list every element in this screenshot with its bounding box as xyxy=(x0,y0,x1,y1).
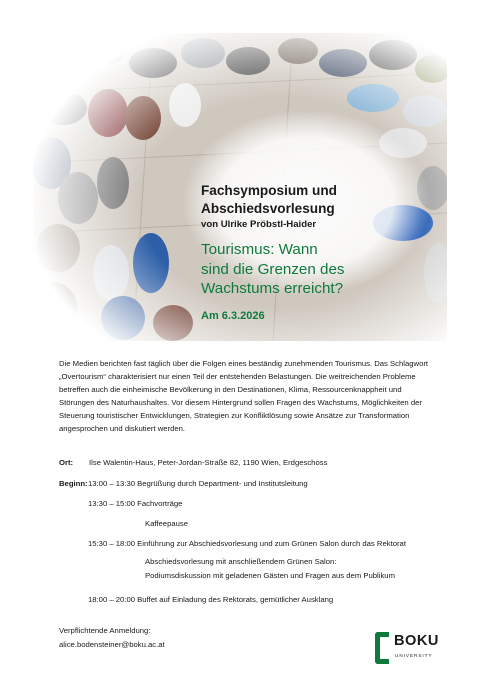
location-row xyxy=(59,458,328,467)
schedule-item: 13:30 – 15:00 Fachvorträge xyxy=(88,499,183,508)
event-topic-line: Tourismus: Wann xyxy=(201,241,318,258)
registration-label: Verpflichtende Anmeldung: xyxy=(59,626,151,635)
event-topic xyxy=(201,240,441,299)
event-title xyxy=(201,182,441,217)
schedule-item: Abschiedsvorlesung mit anschließendem Grünen Salon: xyxy=(145,557,337,566)
schedule-label: Beginn: xyxy=(59,479,88,488)
schedule-item: 13:00 – 13:30 Begrüßung durch Department- und Institutsleitung xyxy=(88,479,308,488)
event-topic-line: Wachstums erreicht? xyxy=(201,280,344,297)
intro-paragraph: Die Medien berichten fast täglich über die Folgen eines beständig zunehmenden Tourismus. Das Schlagwort „Overtourism“ charakterisiert nur einen Teil der entstehenden Belastungen. Die weitreichenden Probleme betreffen auch die einheimische Bevölkerung in den Destinationen, Klima, Ressourcenknappheit und Störungen des Naturhaushaltes. Vor diesem Hintergrund sollen Fragen des Wachstums, Möglichkeiten der Steuerung touristischer Entwicklungen, Strategien zur Konfliktlösung sowie Ansätze zur Transformation angesprochen und diskutiert werden. xyxy=(59,359,429,434)
registration-contact xyxy=(59,624,165,651)
event-title-line: Fachsymposium und xyxy=(201,183,337,198)
boku-logo-sub: UNIVERSITY xyxy=(395,653,433,658)
location-value: Ilse Walentin-Haus, Peter-Jordan-Straße 82, 1190 Wien, Erdgeschoss xyxy=(89,458,328,467)
schedule-item: 15:30 – 18:00 Einführung zur Abschiedsvorlesung und zum Grünen Salon durch das Rektorat xyxy=(88,539,406,548)
event-speaker: von Ulrike Pröbstl-Haider xyxy=(201,219,317,230)
schedule-item: Podiumsdiskussion mit geladenen Gästen und Fragen aus dem Publikum xyxy=(145,571,395,580)
schedule-item: 18:00 – 20:00 Buffet auf Einladung des Rektorats, gemütlicher Ausklang xyxy=(88,595,334,604)
boku-logo-mark xyxy=(375,632,389,664)
location-label: Ort: xyxy=(59,458,74,467)
schedule-item: Kaffeepause xyxy=(145,519,189,528)
boku-logo xyxy=(375,632,445,666)
boku-logo-name: BOKU xyxy=(394,633,439,649)
contact-email-link[interactable]: alice.bodensteiner@boku.ac.at xyxy=(59,639,165,649)
event-date: Am 6.3.2026 xyxy=(201,309,265,322)
event-topic-line: sind die Grenzen des xyxy=(201,260,345,278)
event-title-line: Abschiedsvorlesung xyxy=(201,200,335,216)
event-header xyxy=(201,182,441,322)
